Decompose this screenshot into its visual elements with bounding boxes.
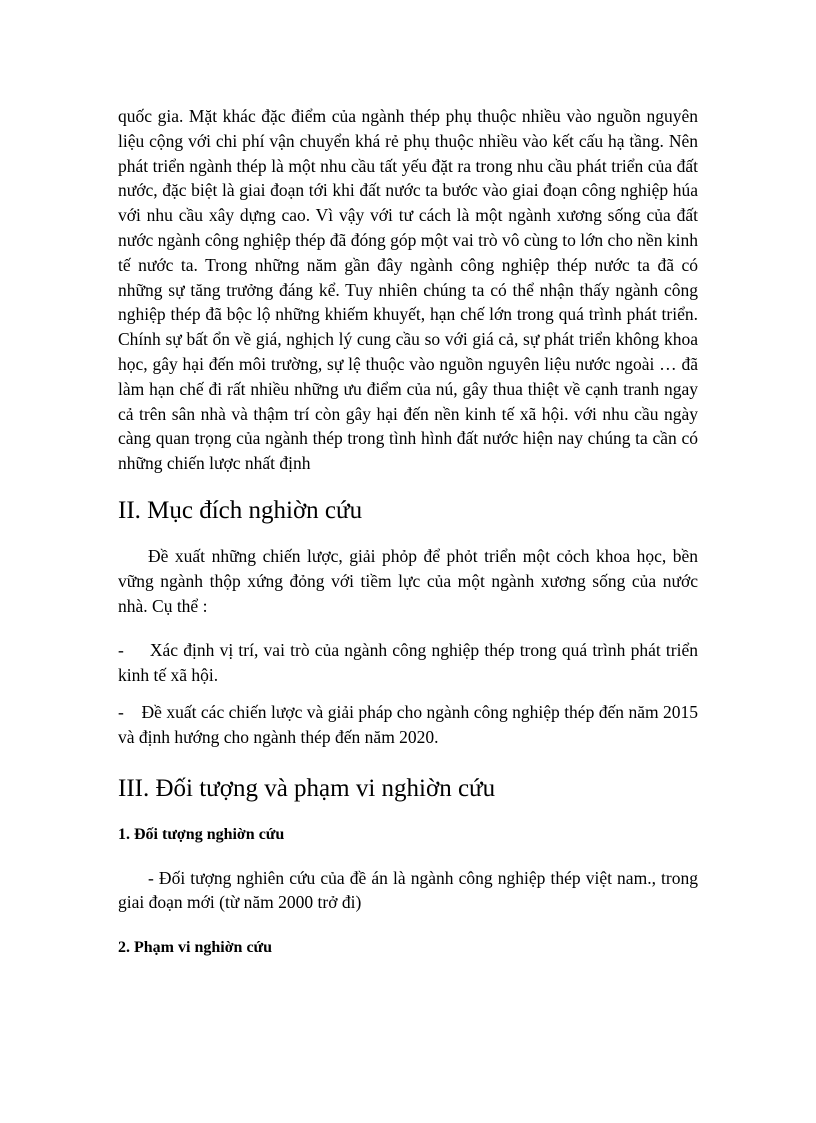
page-content <box>118 96 698 959</box>
purpose-paragraph: Đề xuất những chiến lược, giải phỏp để phỏt triển một cỏch khoa học, bền vững ngành thộp xứng đỏng với tiềm lực của một ngành xương sống của nước nhà. Cụ thể : <box>118 545 698 616</box>
purpose-bullet-1 <box>118 638 698 688</box>
section-heading-purpose: II. Mục đích nghiờn cứu <box>118 496 363 524</box>
bullet-text: Xác định vị trí, vai trò của ngành công nghiệp thép trong quá trình phát triển kinh tế xã hội. <box>118 640 698 686</box>
subsection-heading-object: 1. Đối tượng nghiờn cứu <box>118 825 285 843</box>
bullet-dash: - <box>118 640 124 661</box>
purpose-bullet-2 <box>118 700 698 750</box>
object-paragraph: - Đối tượng nghiên cứu của đề án là ngành công nghiệp thép việt nam., trong giai đoạn mới (từ năm 2000 trở đi) <box>118 867 698 913</box>
section-heading-scope: III. Đối tượng và phạm vi nghiờn cứu <box>118 774 496 802</box>
intro-paragraph: quốc gia. Mặt khác đặc điểm của ngành thép phụ thuộc nhiều vào nguồn nguyên liệu cộng với chi phí vận chuyển khá rẻ phụ thuộc nhiều vào kết cấu hạ tầng. Nên phát triển ngành thép là một nhu cầu tất yếu đặt ra trong nhu cầu phát triển của đất nước, đặc biệt là giai đoạn tới khi đất nước ta bước vào giai đoạn công nghiệp húa với nhu cầu xây dựng cao. Vì vậy với tư cách là một ngành xương sống của đất nước ngành công nghiệp thép đã đóng góp một vai trò vô cùng to lớn cho nền kinh tế nước ta. Trong những năm gần đây ngành công nghiệp thép nước ta đã có những sự tăng trưởng đáng kể. Tuy nhiên chúng ta có thể nhận thấy ngành công nghiệp thép đã bộc lộ những khiếm khuyết, hạn chế lớn trong quá trình phát triển. Chính sự bất ổn về giá, nghịch lý cung cầu so với giá cả, sự phát triển không khoa học, gây hại đến môi trường, sự lệ thuộc vào nguồn nguyên liệu nước ngoài … đã làm hạn chế đi rất nhiều những ưu điểm của nú, gây thua thiệt về cạnh tranh ngay cả trên sân nhà và thậm trí còn gây hại đến nền kinh tế xã hội. với nhu cầu ngày càng quan trọng của ngành thép trong tình hình đất nước hiện nay chúng ta cần có những chiến lược nhất định <box>118 106 698 474</box>
bullet-text: Đề xuất các chiến lược và giải pháp cho ngành công nghiệp thép đến năm 2015 và định hướng cho ngành thép đến năm 2020. <box>118 701 698 747</box>
subsection-heading-range: 2. Phạm vi nghiờn cứu <box>118 939 273 957</box>
bullet-dash: - <box>118 701 124 722</box>
